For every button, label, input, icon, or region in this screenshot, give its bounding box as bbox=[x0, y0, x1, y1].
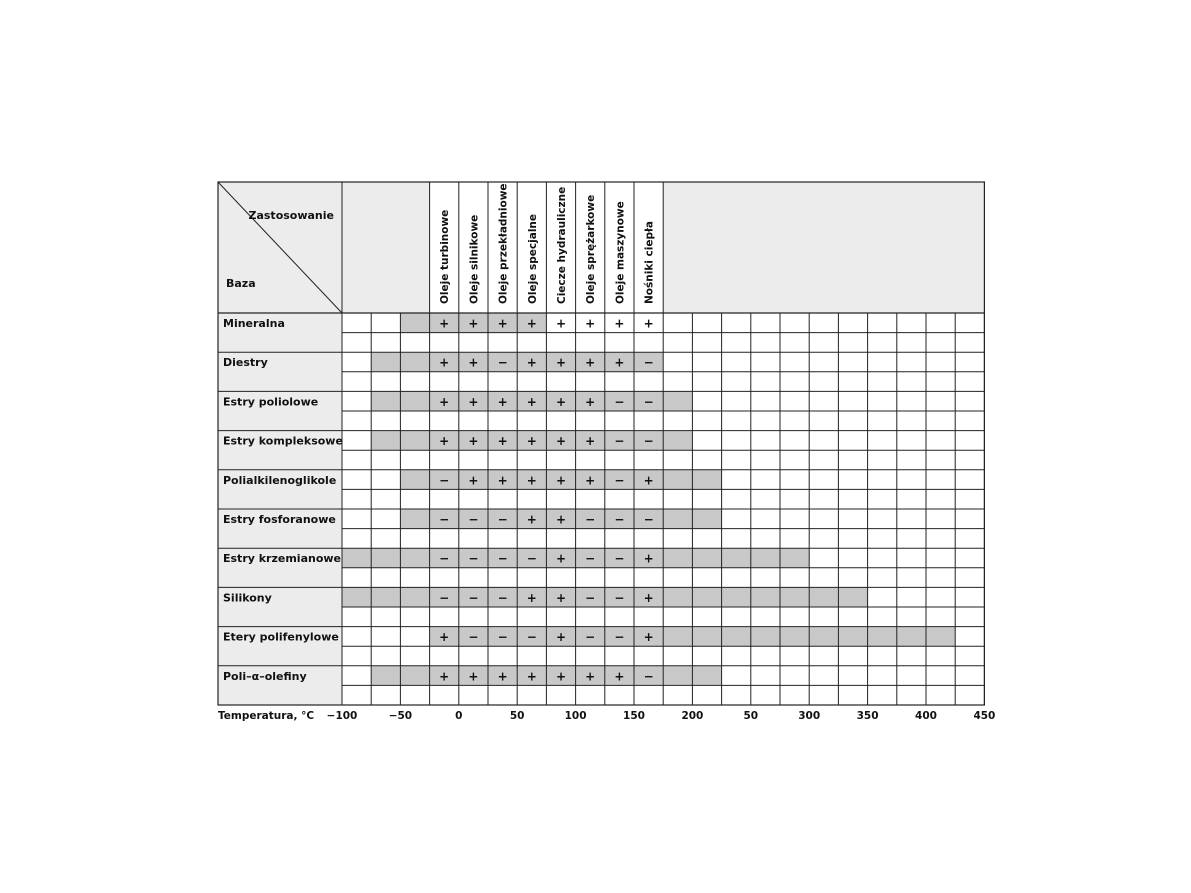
row-label: Polialkilenoglikole bbox=[223, 473, 337, 487]
compatibility-mark: + bbox=[614, 316, 625, 331]
compatibility-mark: + bbox=[526, 512, 537, 527]
column-header-8: Nośniki ciepła bbox=[643, 220, 656, 304]
compatibility-mark: − bbox=[585, 590, 596, 605]
row-label: Mineralna bbox=[223, 317, 285, 330]
compatibility-mark: − bbox=[585, 630, 596, 645]
compatibility-mark: − bbox=[614, 394, 625, 409]
axis-tick-label: 50 bbox=[509, 710, 525, 722]
compatibility-mark: + bbox=[555, 590, 567, 605]
axis-tick-label: 400 bbox=[915, 710, 937, 722]
axis-tick-label: 50 bbox=[743, 710, 759, 722]
compatibility-mark: + bbox=[468, 473, 479, 488]
axis-tick-label: −100 bbox=[326, 710, 358, 722]
axis-tick-label: 150 bbox=[623, 710, 645, 722]
row-label: Poli–α–olefiny bbox=[223, 669, 307, 683]
compatibility-mark: + bbox=[497, 434, 508, 449]
compatibility-mark: + bbox=[585, 355, 596, 370]
compatibility-mark: + bbox=[526, 316, 537, 331]
compatibility-mark: − bbox=[439, 590, 450, 605]
compatibility-mark: − bbox=[468, 630, 479, 645]
row-label: Silikony bbox=[223, 591, 272, 605]
row-label: Estry krzemianowe bbox=[223, 552, 342, 566]
compatibility-mark: + bbox=[643, 473, 654, 488]
axis-tick-label: 100 bbox=[564, 710, 587, 722]
compatibility-mark: + bbox=[555, 473, 567, 488]
compatibility-mark: − bbox=[439, 512, 450, 527]
compatibility-mark: + bbox=[555, 316, 567, 331]
compatibility-mark: + bbox=[468, 355, 479, 370]
compatibility-mark: + bbox=[468, 394, 479, 409]
axis-tick-label: 450 bbox=[973, 710, 996, 722]
compatibility-mark: + bbox=[497, 394, 508, 409]
compatibility-mark: + bbox=[555, 512, 567, 527]
column-header-6: Oleje sprężarkowe bbox=[585, 194, 598, 304]
compatibility-mark: + bbox=[439, 316, 450, 331]
corner-label-base: Baza bbox=[226, 277, 256, 290]
compatibility-mark: − bbox=[643, 512, 654, 527]
compatibility-mark: + bbox=[468, 669, 479, 684]
row-label: Etery polifenylowe bbox=[223, 630, 339, 644]
compatibility-mark: − bbox=[497, 630, 508, 645]
compatibility-mark: + bbox=[526, 590, 537, 605]
column-header-3: Oleje przekładniowe bbox=[497, 183, 510, 304]
compatibility-mark: + bbox=[439, 630, 450, 645]
axis-tick-label: 350 bbox=[856, 710, 879, 722]
corner-label-application: Zastosowanie bbox=[248, 209, 334, 222]
compatibility-mark: − bbox=[585, 551, 596, 566]
axis-tick-label: −50 bbox=[388, 710, 413, 722]
compatibility-mark: + bbox=[585, 434, 596, 449]
compatibility-mark: − bbox=[439, 551, 450, 566]
compatibility-mark: − bbox=[643, 669, 654, 684]
column-header-5: Ciecze hydrauliczne bbox=[556, 186, 568, 304]
compatibility-mark: + bbox=[555, 669, 567, 684]
compatibility-mark: + bbox=[555, 630, 567, 645]
axis-label: Temperatura, °C bbox=[218, 710, 315, 722]
compatibility-mark: − bbox=[614, 512, 625, 527]
compatibility-mark: + bbox=[526, 434, 537, 449]
compatibility-mark: + bbox=[468, 316, 479, 331]
compatibility-mark: + bbox=[439, 434, 450, 449]
compatibility-mark: − bbox=[643, 355, 654, 370]
compatibility-mark: + bbox=[555, 394, 567, 409]
column-header-4: Oleje specjalne bbox=[526, 213, 539, 304]
axis-tick-label: 200 bbox=[681, 710, 704, 722]
row-label: Estry kompleksowe bbox=[223, 434, 343, 448]
compatibility-mark: + bbox=[497, 669, 508, 684]
compatibility-mark: − bbox=[468, 590, 479, 605]
compatibility-mark: − bbox=[614, 630, 625, 645]
compatibility-mark: − bbox=[614, 473, 625, 488]
column-header-2: Oleje silnikowe bbox=[468, 214, 481, 304]
compatibility-mark: − bbox=[585, 512, 596, 527]
axis-tick-label: 300 bbox=[798, 710, 821, 722]
compatibility-mark: + bbox=[468, 434, 479, 449]
compatibility-mark: + bbox=[643, 316, 654, 331]
compatibility-mark: + bbox=[585, 316, 596, 331]
compatibility-mark: + bbox=[497, 473, 508, 488]
compatibility-mark: + bbox=[643, 590, 654, 605]
compatibility-mark: − bbox=[614, 434, 625, 449]
compatibility-mark: − bbox=[439, 473, 450, 488]
compatibility-mark: + bbox=[439, 394, 450, 409]
column-header-7: Oleje maszynowe bbox=[614, 201, 627, 304]
row-label: Estry poliolowe bbox=[223, 395, 319, 409]
row-label: Estry fosforanowe bbox=[223, 513, 336, 526]
row-label: Diestry bbox=[223, 356, 268, 370]
header-bg-right bbox=[663, 182, 984, 313]
compatibility-mark: − bbox=[497, 551, 508, 566]
compatibility-mark: − bbox=[497, 590, 508, 605]
compatibility-mark: + bbox=[497, 316, 508, 331]
column-header-1: Oleje turbinowe bbox=[439, 209, 452, 304]
compatibility-mark: + bbox=[526, 473, 537, 488]
compatibility-mark: − bbox=[468, 512, 479, 527]
compatibility-mark: − bbox=[643, 434, 654, 449]
compatibility-mark: + bbox=[585, 473, 596, 488]
axis-tick-label: 0 bbox=[455, 710, 463, 722]
compatibility-mark: + bbox=[614, 669, 625, 684]
compatibility-mark: − bbox=[643, 394, 654, 409]
compatibility-mark: + bbox=[614, 355, 625, 370]
compatibility-mark: − bbox=[614, 551, 625, 566]
compatibility-mark: − bbox=[497, 355, 508, 370]
compatibility-mark: + bbox=[643, 551, 654, 566]
compatibility-mark: + bbox=[585, 394, 596, 409]
compatibility-mark: − bbox=[526, 630, 537, 645]
compatibility-mark: + bbox=[526, 355, 537, 370]
compatibility-mark: + bbox=[526, 669, 537, 684]
compatibility-mark: − bbox=[526, 551, 537, 566]
compatibility-mark: − bbox=[614, 590, 625, 605]
compatibility-mark: + bbox=[555, 551, 567, 566]
compatibility-mark: + bbox=[585, 669, 596, 684]
compatibility-mark: + bbox=[555, 434, 567, 449]
compatibility-mark: + bbox=[439, 355, 450, 370]
compatibility-mark: + bbox=[555, 355, 567, 370]
compatibility-mark: − bbox=[497, 512, 508, 527]
compatibility-mark: + bbox=[643, 630, 654, 645]
compatibility-mark: + bbox=[526, 394, 537, 409]
compatibility-mark: + bbox=[439, 669, 450, 684]
compatibility-mark: − bbox=[468, 551, 479, 566]
